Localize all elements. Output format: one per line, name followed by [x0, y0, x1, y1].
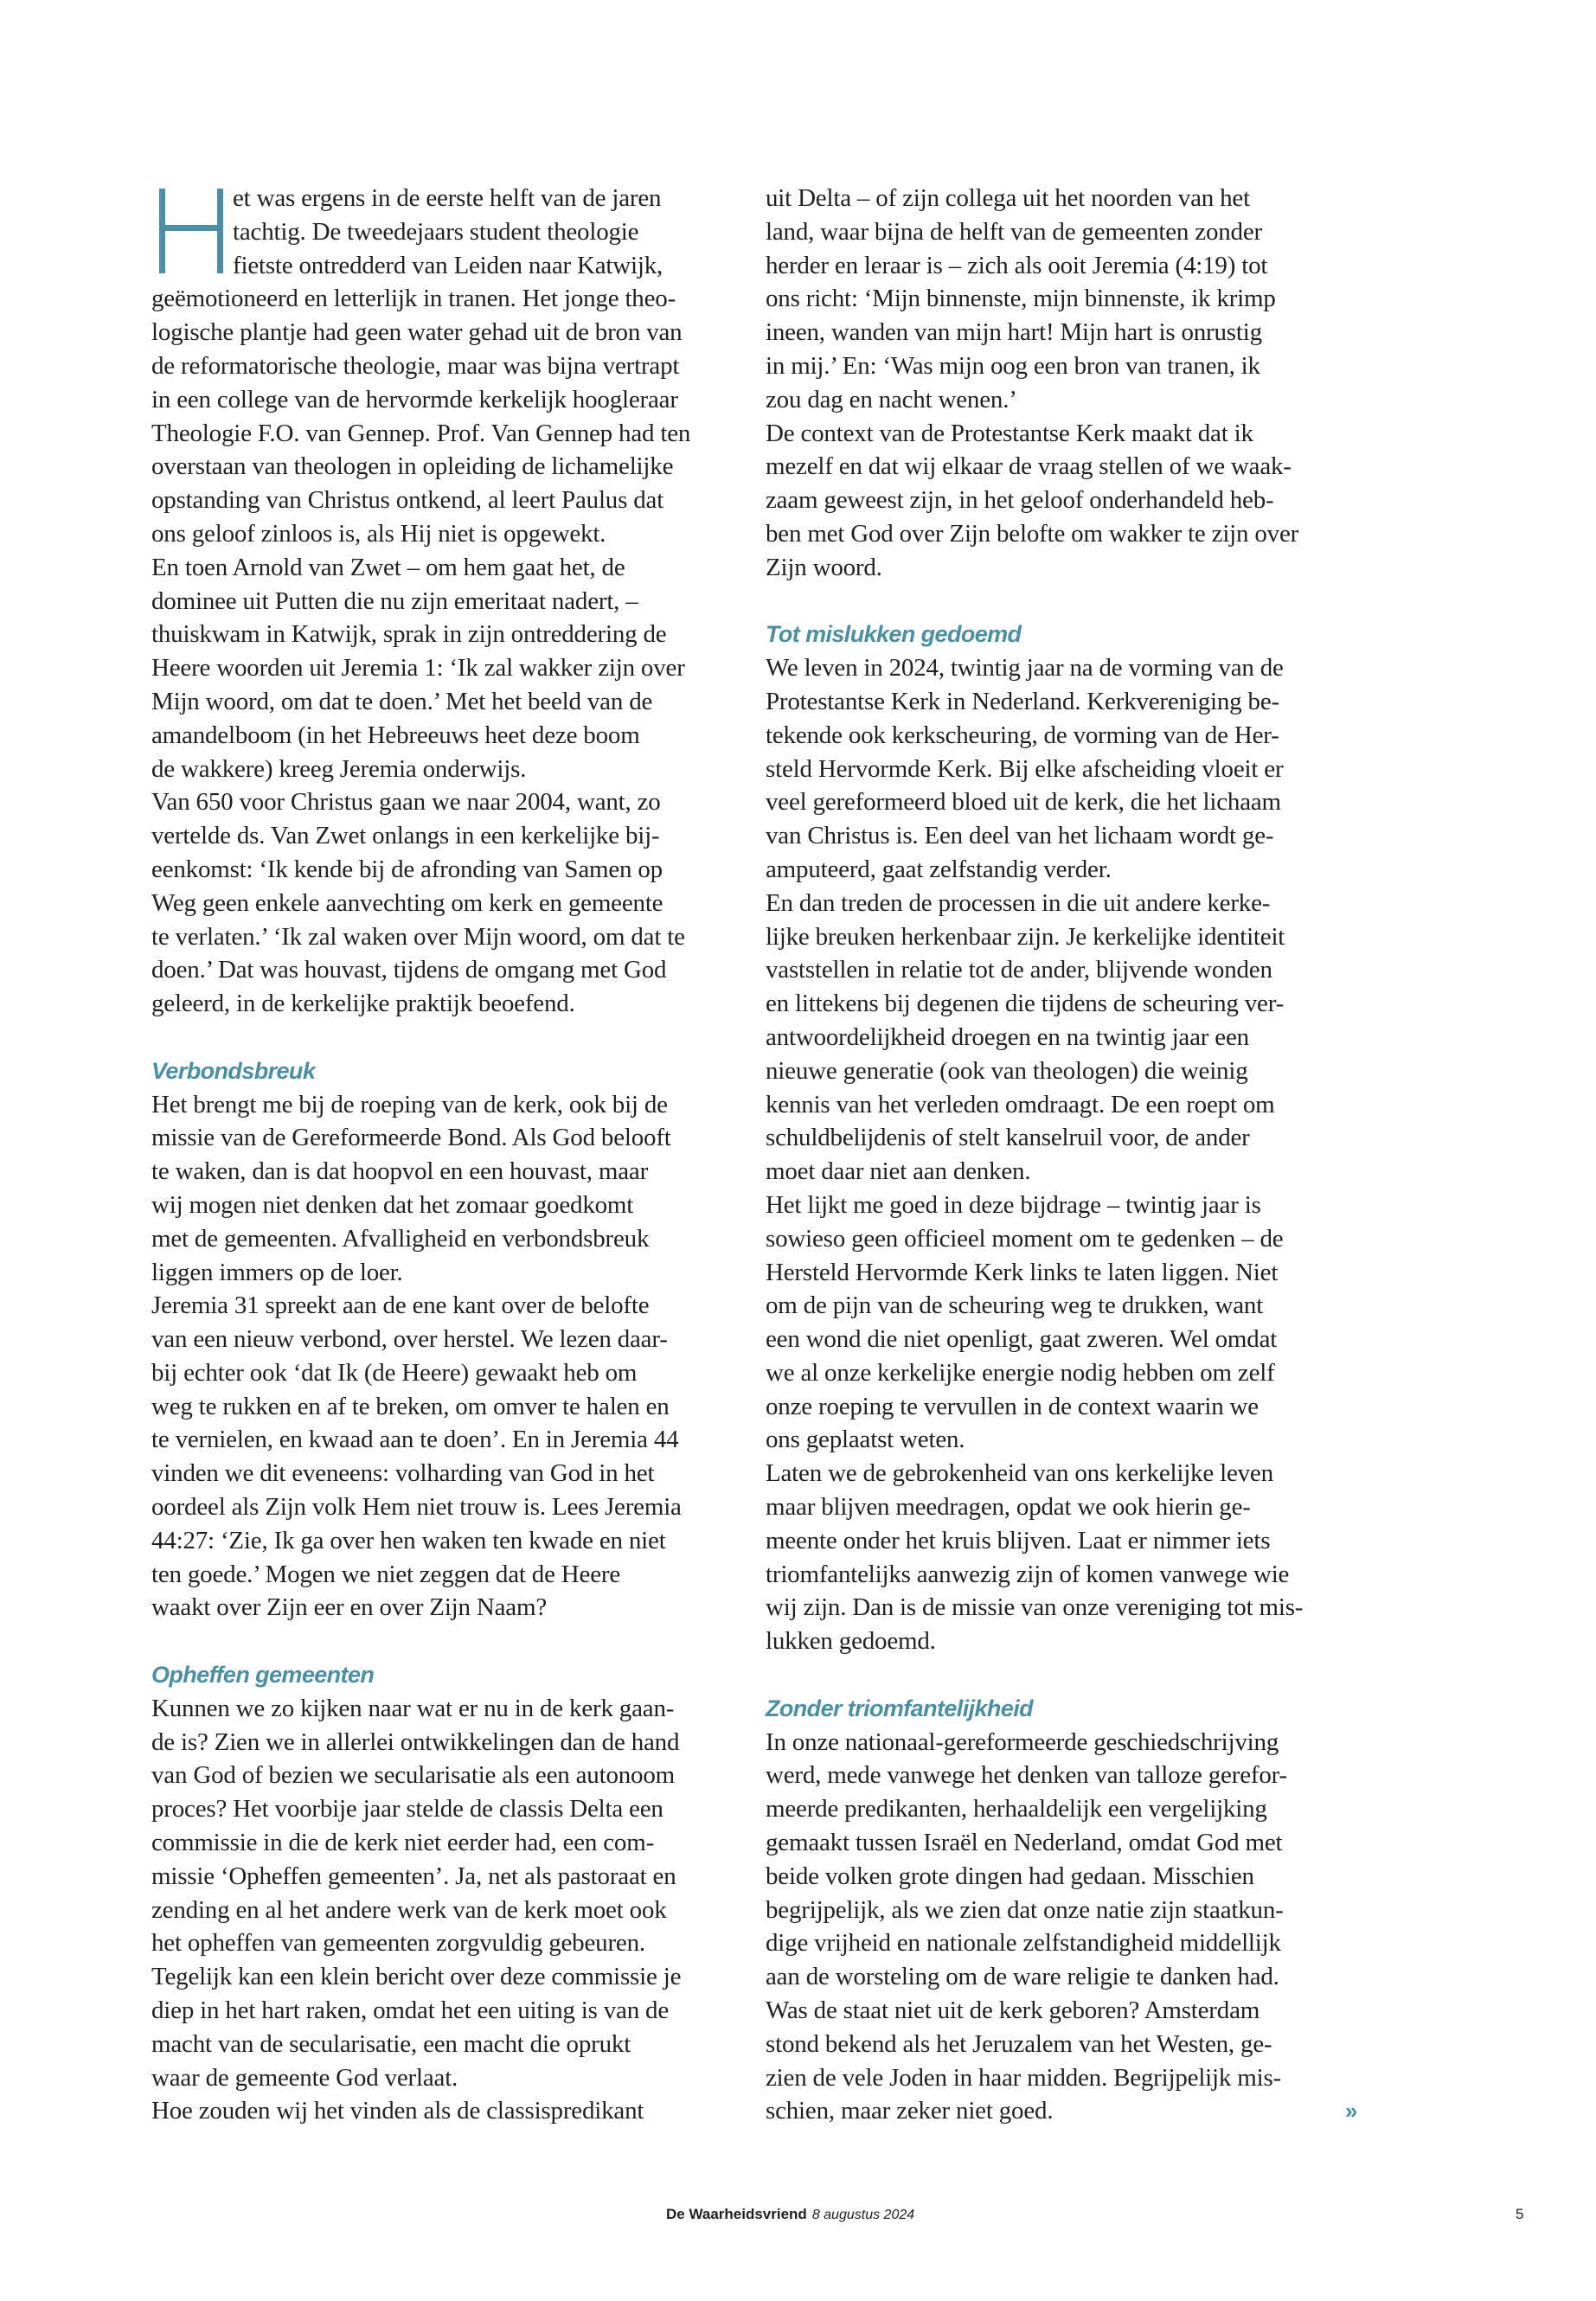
- text-line: Van 650 voor Christus gaan we naar 2004, want, zo: [151, 788, 661, 817]
- text-line: Mijn woord, om dat te doen.’ Met het beeld van de: [151, 687, 653, 715]
- text-line: zending en al het andere werk van de kerk moet ook: [151, 1895, 667, 1924]
- text-line: proces? Het voorbije jaar stelde de classis Delta een: [151, 1795, 663, 1823]
- text-line: in een college van de hervormde kerkelijk hoogleraar: [151, 385, 678, 413]
- text-line: macht van de secularisatie, een macht die oprukt: [151, 2029, 631, 2058]
- text-line: oordeel als Zijn volk Hem niet trouw is. Lees Jeremia: [151, 1493, 682, 1522]
- text-line: meerde predikanten, herhaaldelijk een vergelijking: [766, 1795, 1267, 1823]
- text-line: Theologie F.O. van Gennep. Prof. Van Gennep had ten: [151, 419, 691, 447]
- article-column-left: [151, 182, 740, 2128]
- text-line: 44:27: ‘Zie, Ik ga over hen waken ten kwade en niet: [151, 1526, 666, 1554]
- text-line: Kunnen we zo kijken naar wat er nu in de kerk gaan-: [151, 1694, 675, 1722]
- section-heading: Tot mislukken gedoemd: [766, 621, 1022, 648]
- issue-date: 8 augustus 2024: [811, 2208, 915, 2222]
- text-line: geleerd, in de kerkelijke praktijk beoefend.: [151, 990, 575, 1018]
- text-line: Zijn woord.: [766, 553, 882, 581]
- text-line: dominee uit Putten die nu zijn emeritaat nadert, –: [151, 586, 638, 615]
- text-line: logische plantje had geen water gehad uit de bron van: [151, 318, 683, 347]
- text-line: nieuwe generatie (ook van theologen) die weinig: [766, 1056, 1248, 1085]
- text-line: diep in het hart raken, omdat het een uiting is van de: [151, 1997, 670, 2025]
- text-line: Jeremia 31 spreekt aan de ene kant over de belofte: [151, 1292, 650, 1320]
- text-line: zien de vele Joden in haar midden. Begrijpelijk mis-: [766, 2063, 1282, 2092]
- text-line: van een nieuw verbond, over herstel. We lezen daar-: [151, 1325, 668, 1354]
- text-line: sowieso geen officieel moment om te gedenken – de: [766, 1224, 1284, 1253]
- text-line: mezelf en dat wij elkaar de vraag stellen of we waak-: [766, 452, 1292, 481]
- text-line: onze roeping te vervullen in de context waarin we: [766, 1392, 1259, 1420]
- text-line: amputeerd, gaat zelfstandig verder.: [766, 855, 1112, 883]
- text-line: in mij.’ En: ‘Was mijn oog een bron van tranen, ik: [766, 351, 1260, 380]
- section-heading: Opheffen gemeenten: [151, 1662, 375, 1689]
- text-line: commissie in die de kerk niet eerder had, een com-: [151, 1829, 655, 1857]
- text-line: missie van de Gereformeerde Bond. Als God belooft: [151, 1124, 671, 1152]
- text-line: amandelboom (in het Hebreeuws heet deze boom: [151, 721, 640, 749]
- text-line: steld Hervormde Kerk. Bij elke afscheiding vloeit er: [766, 754, 1284, 783]
- text-line: missie ‘Opheffen gemeenten’. Ja, net als pastoraat en: [151, 1862, 676, 1890]
- text-line: van God of bezien we secularisatie als een autonoom: [151, 1761, 676, 1790]
- blank-line: [766, 1658, 1354, 1692]
- text-line: de is? Zien we in allerlei ontwikkelingen dan de hand: [151, 1727, 680, 1756]
- text-line: herder en leraar is – zich als ooit Jeremia (4:19) tot: [766, 251, 1268, 279]
- text-line: Tegelijk kan een klein bericht over deze commissie je: [151, 1963, 682, 1991]
- text-line: en littekens bij degenen die tijdens de scheuring ver-: [766, 990, 1285, 1018]
- text-line: De context van de Protestantse Kerk maakt dat ik: [766, 419, 1253, 447]
- text-line: zaam geweest zijn, in het geloof onderhandeld heb-: [766, 486, 1274, 515]
- text-line: het opheffen van gemeenten zorgvuldig gebeuren.: [151, 1929, 645, 1958]
- text-line: ten goede.’ Mogen we niet zeggen dat de Heere: [151, 1560, 621, 1588]
- text-line: met de gemeenten. Afvalligheid en verbondsbreuk: [151, 1224, 650, 1253]
- text-line: van Christus is. Een deel van het lichaam wordt ge-: [766, 822, 1274, 850]
- text-line: Laten we de gebrokenheid van ons kerkelijke leven: [766, 1459, 1273, 1488]
- text-line: te waken, dan is dat hoopvol en een houvast, maar: [151, 1157, 649, 1186]
- text-line: overstaan van theologen in opleiding de lichamelijke: [151, 452, 674, 481]
- text-line: te vernielen, en kwaad aan te doen’. En in Jeremia 44: [151, 1426, 679, 1454]
- text-line: Het lijkt me goed in deze bijdrage – twintig jaar is: [766, 1190, 1261, 1219]
- text-line: thuiskwam in Katwijk, sprak in zijn ontreddering de: [151, 620, 667, 649]
- text-line: veel gereformeerd bloed uit de kerk, die het lichaam: [766, 788, 1281, 817]
- text-line: aan de worsteling om de ware religie te danken had.: [766, 1963, 1279, 1991]
- text-line: tachtig. De tweedejaars student theologie: [233, 217, 639, 246]
- text-line: maar blijven meedragen, opdat we ook hierin ge-: [766, 1493, 1251, 1522]
- text-line: een wond die niet openligt, gaat zweren. Wel omdat: [766, 1325, 1278, 1354]
- text-line: Weg geen enkele aanvechting om kerk en gemeente: [151, 888, 663, 917]
- text-line: bij echter ook ‘dat Ik (de Heere) gewaakt heb om: [151, 1358, 638, 1387]
- text-line: werd, mede vanwege het denken van talloze gerefor-: [766, 1761, 1287, 1790]
- text-line: uit Delta – of zijn collega uit het noorden van het: [766, 184, 1250, 212]
- text-line: ineen, wanden van mijn hart! Mijn hart is onrustig: [766, 318, 1262, 347]
- text-line: stond bekend als het Jeruzalem van het Westen, ge-: [766, 2029, 1272, 2058]
- text-line: ben met God over Zijn belofte om wakker te zijn over: [766, 519, 1299, 548]
- text-line: wij mogen niet denken dat het zomaar goedkomt: [151, 1190, 634, 1219]
- text-line: We leven in 2024, twintig jaar na de vorming van de: [766, 654, 1284, 683]
- text-line: waakt over Zijn eer en over Zijn Naam?: [151, 1593, 547, 1622]
- text-line: antwoordelijkheid droegen en na twintig jaar een: [766, 1022, 1249, 1051]
- text-line: Het brengt me bij de roeping van de kerk, ook bij de: [151, 1090, 668, 1118]
- text-line: schuldbelijdenis of stelt kanselruil voor, de ander: [766, 1124, 1250, 1152]
- text-line: ons geloof zinloos is, als Hij niet is opgewekt.: [151, 519, 606, 548]
- text-line: fietste ontredderd van Leiden naar Katwijk,: [233, 251, 663, 279]
- text-line: beide volken grote dingen had gedaan. Misschien: [766, 1862, 1254, 1890]
- text-line: eenkomst: ‘Ik kende bij de afronding van Samen op: [151, 855, 663, 883]
- text-line: lijke breuken herkenbaar zijn. Je kerkelijke identiteit: [766, 922, 1285, 951]
- text-line: kennis van het verleden omdraagt. De een roept om: [766, 1090, 1275, 1118]
- text-line: vertelde ds. Van Zwet onlangs in een kerkelijke bij-: [151, 822, 660, 850]
- text-line: opstanding van Christus ontkend, al leert Paulus dat: [151, 486, 664, 515]
- text-line: de wakkere) kreeg Jeremia onderwijs.: [151, 754, 527, 783]
- magazine-name: De Waarheidsvriend: [666, 2206, 807, 2222]
- text-line: doen.’ Dat was houvast, tijdens de omgang met God: [151, 956, 667, 984]
- text-line: lukken gedoemd.: [766, 1627, 936, 1656]
- text-line: et was ergens in de eerste helft van de jaren: [233, 184, 662, 212]
- blank-line: [151, 1021, 740, 1054]
- text-line: moet daar niet aan denken.: [766, 1157, 1031, 1186]
- page-number: 5: [1516, 2206, 1524, 2222]
- text-line: Hoe zouden wij het vinden als de classispredikant: [151, 2097, 644, 2125]
- text-line: triomfantelijks aanwezig zijn of komen vanwege wie: [766, 1560, 1290, 1588]
- text-line: geëmotioneerd en letterlijk in tranen. Het jonge theo-: [151, 285, 676, 313]
- text-line: Was de staat niet uit de kerk geboren? Amsterdam: [766, 1997, 1260, 2025]
- section-heading: Verbondsbreuk: [151, 1057, 316, 1084]
- text-line: meente onder het kruis blijven. Laat er nimmer iets: [766, 1526, 1271, 1554]
- text-line: tekende ook kerkscheuring, de vorming van de Her-: [766, 721, 1279, 749]
- blank-line: [151, 1625, 740, 1658]
- text-line: land, waar bijna de helft van de gemeenten zonder: [766, 217, 1262, 246]
- text-line: dige vrijheid en nationale zelfstandigheid middellijk: [766, 1929, 1281, 1958]
- text-line: schien, maar zeker niet goed.: [766, 2097, 1054, 2125]
- text-line: we al onze kerkelijke energie nodig hebben om zelf: [766, 1358, 1275, 1387]
- text-line: gemaakt tussen Israël en Nederland, omdat God met: [766, 1829, 1283, 1857]
- text-line: wij zijn. Dan is de missie van onze vereniging tot mis-: [766, 1593, 1304, 1622]
- blank-line: [766, 585, 1354, 619]
- text-line: weg te rukken en af te breken, om omver te halen en: [151, 1392, 670, 1420]
- text-line: begrijpelijk, als we zien dat onze natie zijn staatkun-: [766, 1895, 1284, 1924]
- text-line: zou dag en nacht wenen.’: [766, 385, 1017, 413]
- article-column-right: [766, 182, 1354, 2128]
- text-line: ons richt: ‘Mijn binnenste, mijn binnenste, ik krimp: [766, 285, 1276, 313]
- text-line: ons geplaatst weten.: [766, 1426, 965, 1454]
- text-line: te verlaten.’ ‘Ik zal waken over Mijn woord, om dat te: [151, 922, 685, 951]
- text-line: vaststellen in relatie tot de ander, blijvende wonden: [766, 956, 1272, 984]
- text-line: om de pijn van de scheuring weg te drukken, want: [766, 1292, 1264, 1320]
- text-line: liggen immers op de loer.: [151, 1258, 403, 1286]
- section-heading: Zonder triomfantelijkheid: [766, 1695, 1034, 1721]
- text-line: vinden we dit eveneens: volharding van God in het: [151, 1459, 655, 1488]
- text-line: waar de gemeente God verlaat.: [151, 2063, 458, 2092]
- text-line: Hersteld Hervormde Kerk links te laten liggen. Niet: [766, 1258, 1279, 1286]
- text-line: En toen Arnold van Zwet – om hem gaat het, de: [151, 553, 625, 581]
- text-line: En dan treden de processen in die uit andere kerke-: [766, 888, 1271, 917]
- text-line: de reformatorische theologie, maar was bijna vertrapt: [151, 351, 680, 380]
- footer-masthead: [666, 2206, 914, 2223]
- continue-marker: »: [1345, 2098, 1358, 2124]
- text-line: Protestantse Kerk in Nederland. Kerkvereniging be-: [766, 687, 1279, 715]
- text-line: In onze nationaal-gereformeerde geschiedschrijving: [766, 1727, 1279, 1756]
- text-line: Heere woorden uit Jeremia 1: ‘Ik zal wakker zijn over: [151, 654, 685, 683]
